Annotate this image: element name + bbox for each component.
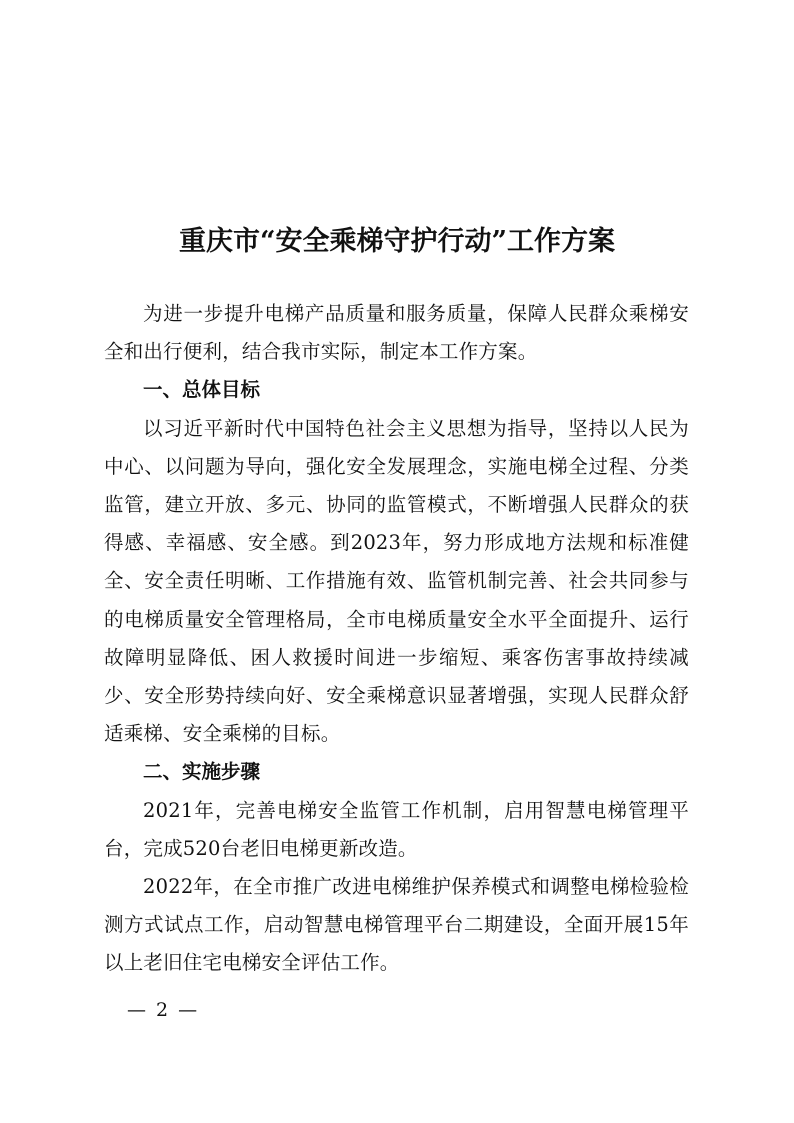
page-number: — 2 — bbox=[127, 999, 200, 1021]
goals-paragraph: 以习近平新时代中国特色社会主义思想为指导，坚持以人民为中心、以问题为导向，强化安全发展理念，实施电梯全过程、分类监管，建立开放、多元、协同的监管模式，不断增强人民群众的获得感、幸福感、安全感。到2023年，努力形成地方法规和标准健全、安全责任明晰、工作措施有效、监管机制完善、社会共同参与的电梯质量安全管理格局，全市电梯质量安全水平全面提升、运行故障明显降低、困人救援时间进一步缩短、乘客伤害事故持续减少、安全形势持续向好、安全乘梯意识显著增强，实现人民群众舒适乘梯、安全乘梯的目标。 bbox=[104, 416, 689, 746]
section-heading-goals: 一、总体目标 bbox=[143, 378, 261, 402]
steps-paragraph-2022: 2022年，在全市推广改进电梯维护保养模式和调整电梯检验检测方式试点工作，启动智慧电梯管理平台二期建设，全面开展15年以上老旧住宅电梯安全评估工作。 bbox=[104, 875, 689, 975]
document-body bbox=[104, 295, 689, 983]
intro-paragraph: 为进一步提升电梯产品质量和服务质量，保障人民群众乘梯安全和出行便利，结合我市实际，制定本工作方案。 bbox=[104, 302, 689, 364]
steps-paragraph-2021: 2021年，完善电梯安全监管工作机制，启用智慧电梯管理平台，完成520台老旧电梯更新改造。 bbox=[104, 798, 689, 860]
section-heading-steps: 二、实施步骤 bbox=[143, 760, 261, 784]
document-title: 重庆市“安全乘梯守护行动”工作方案 bbox=[178, 226, 616, 257]
